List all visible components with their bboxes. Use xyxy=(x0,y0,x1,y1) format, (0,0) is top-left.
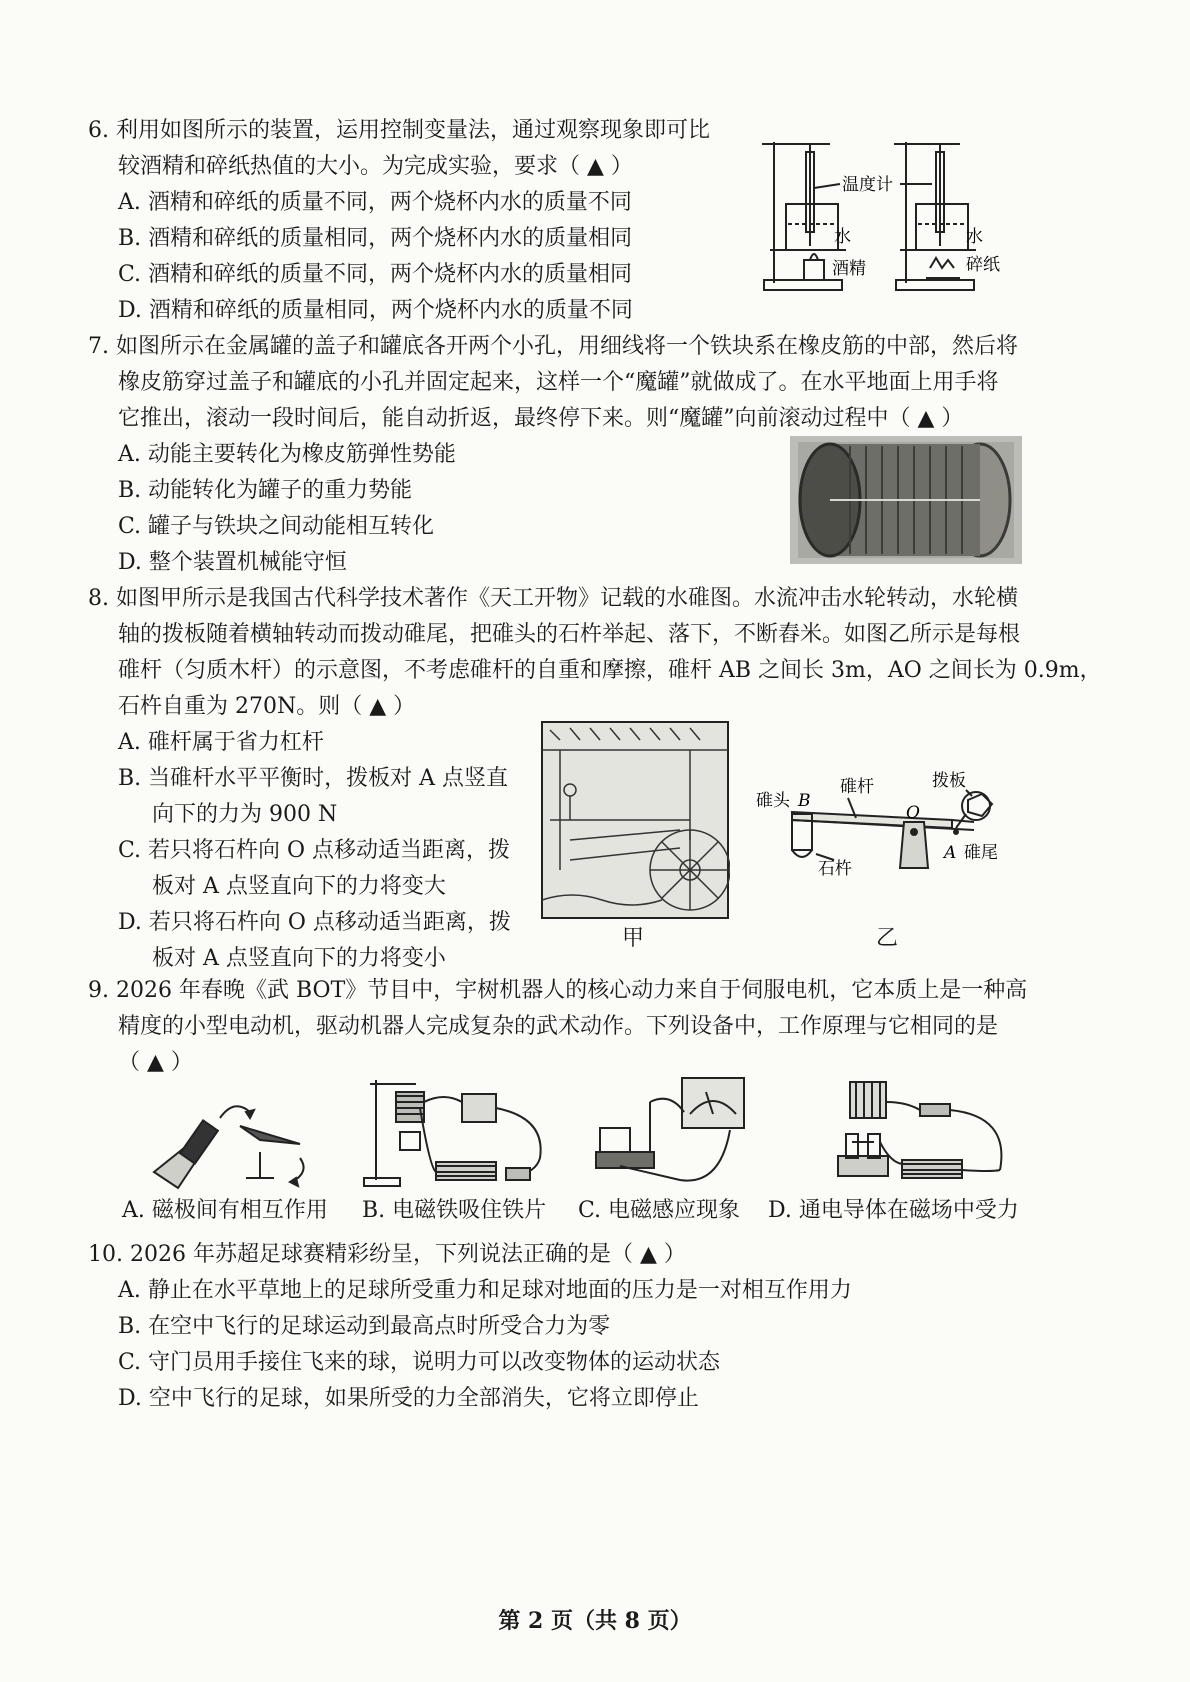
q8-option-b-line1: B. 当碓杆水平平衡时，拨板对 A 点竖直 xyxy=(118,766,509,791)
q9-figure-d-conductor-in-field xyxy=(826,1072,1036,1192)
q6-thermometer-label: 温度计 xyxy=(842,175,893,195)
q9-figure-b-electromagnet xyxy=(356,1072,556,1192)
q9-stem-line3: （ ▲ ） xyxy=(118,1050,193,1075)
q9-stem-line1: 9. 2026 年春晚《武 BOT》节目中，宇树机器人的核心动力来自于伺服电机，它本质上是一种高 xyxy=(88,978,1028,1003)
q9-caption-b: B. 电磁铁吸住铁片 xyxy=(362,1198,547,1223)
q10-option-d: D. 空中飞行的足球，如果所受的力全部消失，它将立即停止 xyxy=(118,1386,699,1411)
q6-option-d: D. 酒精和碎纸的质量相同，两个烧杯内水的质量不同 xyxy=(118,298,633,323)
q8-stem-line4: 石杵自重为 270N。则（ ▲ ） xyxy=(118,694,416,719)
q7-magic-can-photo xyxy=(790,436,1022,564)
q6-option-b: B. 酒精和碎纸的质量相同，两个烧杯内水的质量相同 xyxy=(118,226,633,251)
q7-option-d: D. 整个装置机械能守恒 xyxy=(118,550,347,575)
q6-alcohol-label: 酒精 xyxy=(832,259,866,279)
q10-option-b: B. 在空中飞行的足球运动到最高点时所受合力为零 xyxy=(118,1314,611,1339)
q9-figure-c-induction-galvanometer xyxy=(590,1072,760,1192)
q8-option-d-line2: 板对 A 点竖直向下的力将变小 xyxy=(152,946,446,971)
q6-stem-line1: 6. 利用如图所示的装置，运用控制变量法，通过观察现象即可比 xyxy=(88,118,710,143)
q8-pestle-label: 石杵 xyxy=(818,859,852,879)
q9-caption-c: C. 电磁感应现象 xyxy=(578,1198,741,1223)
q10-option-c: C. 守门员用手接住飞来的球，说明力可以改变物体的运动状态 xyxy=(118,1350,721,1375)
q6-water-left-label: 水 xyxy=(834,227,851,247)
q8-option-a: A. 碓杆属于省力杠杆 xyxy=(118,730,324,755)
q8-lever-diagram-yi xyxy=(756,770,1036,910)
q8-pivot-o-label: O xyxy=(906,803,920,823)
q9-caption-d: D. 通电导体在磁场中受力 xyxy=(768,1198,1019,1223)
q9-figure-a-magnet-compass xyxy=(150,1082,330,1192)
q6-stem-line2: 较酒精和碎纸热值的大小。为完成实验，要求（ ▲ ） xyxy=(118,154,633,179)
q7-option-a: A. 动能主要转化为橡皮筋弹性势能 xyxy=(118,442,456,467)
q8-paddle-label: 拨板 xyxy=(932,771,966,791)
q7-option-c: C. 罐子与铁块之间动能相互转化 xyxy=(118,514,435,539)
q8-stem-line2: 轴的拨板随着横轴转动而拨动碓尾，把碓头的石杵举起、落下，不断舂米。如图乙所示是每根 xyxy=(118,622,1021,647)
q9-caption-a: A. 磁极间有相互作用 xyxy=(122,1198,328,1223)
page-number-footer: 第 2 页（共 8 页） xyxy=(498,1608,692,1634)
q8-head-label: 碓头 xyxy=(756,791,790,811)
q6-paper-label: 碎纸 xyxy=(966,255,1000,275)
q8-option-b-line2: 向下的力为 900 N xyxy=(152,802,338,827)
q10-stem: 10. 2026 年苏超足球赛精彩纷呈，下列说法正确的是（ ▲ ） xyxy=(88,1242,686,1267)
q6-option-c: C. 酒精和碎纸的质量不同，两个烧杯内水的质量相同 xyxy=(118,262,633,287)
q10-option-a: A. 静止在水平草地上的足球所受重力和足球对地面的压力是一对相互作用力 xyxy=(118,1278,852,1303)
q7-stem-line3: 它推出，滚动一段时间后，能自动折返，最终停下来。则“魔罐”向前滚动过程中（ ▲ ） xyxy=(118,406,964,431)
q8-stem-line3: 碓杆（匀质木杆）的示意图，不考虑碓杆的自重和摩擦，碓杆 AB 之间长 3m，AO 之间长为 0.9m， xyxy=(118,658,1102,683)
q9-stem-line2: 精度的小型电动机，驱动机器人完成复杂的武术动作。下列设备中，工作原理与它相同的是 xyxy=(118,1014,999,1039)
q8-stem-line1: 8. 如图甲所示是我国古代科学技术著作《天工开物》记载的水碓图。水流冲击水轮转动，水轮横 xyxy=(88,586,1018,611)
q8-point-b-label: B xyxy=(798,791,811,811)
q6-water-right-label: 水 xyxy=(966,227,983,247)
q8-rod-label: 碓杆 xyxy=(840,777,874,797)
q8-option-d-line1: D. 若只将石杵向 O 点移动适当距离，拨 xyxy=(118,910,511,935)
q7-option-b: B. 动能转化为罐子的重力势能 xyxy=(118,478,413,503)
q8-water-mill-illustration-jia xyxy=(540,720,730,920)
q8-tail-label: 碓尾 xyxy=(964,843,998,863)
q8-option-c-line1: C. 若只将石杵向 O 点移动适当距离，拨 xyxy=(118,838,511,863)
q8-point-a-label: A xyxy=(944,843,957,863)
q7-stem-line1: 7. 如图所示在金属罐的盖子和罐底各开两个小孔，用细线将一个铁块系在橡皮筋的中部，然后将 xyxy=(88,334,1018,359)
q8-figure-jia-label: 甲 xyxy=(622,926,645,951)
q8-option-c-line2: 板对 A 点竖直向下的力将变大 xyxy=(152,874,446,899)
q6-option-a: A. 酒精和碎纸的质量不同，两个烧杯内水的质量不同 xyxy=(118,190,632,215)
q7-stem-line2: 橡皮筋穿过盖子和罐底的小孔并固定起来，这样一个“魔罐”就做成了。在水平地面上用手将 xyxy=(118,370,999,395)
q6-heat-value-apparatus-figure xyxy=(760,128,1030,298)
q8-figure-yi-label: 乙 xyxy=(876,926,899,951)
